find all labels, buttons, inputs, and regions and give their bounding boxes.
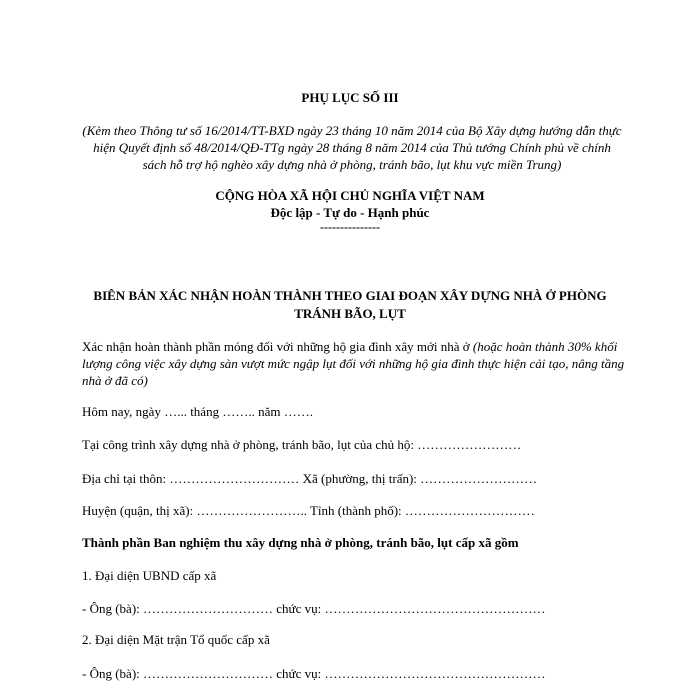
motto: Độc lập - Tự do - Hạnh phúc xyxy=(270,205,430,220)
rep2-heading: 2. Đại diện Mặt trận Tổ quốc cấp xã xyxy=(82,632,270,647)
nation-name: CỘNG HÒA XÃ HỘI CHỦ NGHĨA VIỆT NAM xyxy=(215,188,485,203)
address-line: Địa chỉ tại thôn: ………………………… Xã (phường, thị trấn): ……………………… xyxy=(82,471,538,486)
reference-note: (Kèm theo Thông tư số 16/2014/TT-BXD ngày 23 tháng 10 năm 2014 của Bộ Xây dựng hướng dẫn thực hiện Quyết định số 48/2014/QĐ-TTg ngày 28 tháng 8 năm 2014 của Thủ tướng Chính phủ về chính sách hỗ trợ hộ nghèo xây dựng nhà ở phòng, tránh bão, lụt khu vực miền Trung) xyxy=(82,123,622,172)
appendix-title: PHỤ LỤC SỐ III xyxy=(301,90,399,105)
site-line: Tại công trình xây dựng nhà ở phòng, tránh bão, lụt của chủ hộ: …………………… xyxy=(82,437,522,452)
board-heading: Thành phần Ban nghiệm thu xây dựng nhà ở phòng, tránh bão, lụt cấp xã gồm xyxy=(82,535,519,550)
separator-line: --------------- xyxy=(320,220,380,234)
district-line: Huyện (quận, thị xã): …………………….. Tỉnh (thành phố): ………………………… xyxy=(82,503,535,518)
date-line: Hôm nay, ngày …... tháng …….. năm ……. xyxy=(82,404,313,419)
confirmation-paragraph xyxy=(82,338,630,389)
document-title: BIÊN BẢN XÁC NHẬN HOÀN THÀNH THEO GIAI ĐOẠN XÂY DỰNG NHÀ Ở PHÒNG TRÁNH BÃO, LỤT xyxy=(93,288,607,321)
rep1-heading: 1. Đại diện UBND cấp xã xyxy=(82,568,217,583)
rep2-person-line: - Ông (bà): ………………………… chức vụ: …………………………………………… xyxy=(82,666,546,681)
confirmation-note: (hoặc hoàn thành 30% khối lượng công việc xây dựng sàn vượt mức ngập lụt đối với những hộ gia đình thực hiện cải tạo, nâng tầng nhà ở đã có) xyxy=(82,339,625,388)
rep1-person-line: - Ông (bà): ………………………… chức vụ: …………………………………………… xyxy=(82,601,546,616)
confirmation-text: Xác nhận hoàn thành phần móng đối với những hộ gia đình xây mới nhà ở xyxy=(82,339,473,354)
